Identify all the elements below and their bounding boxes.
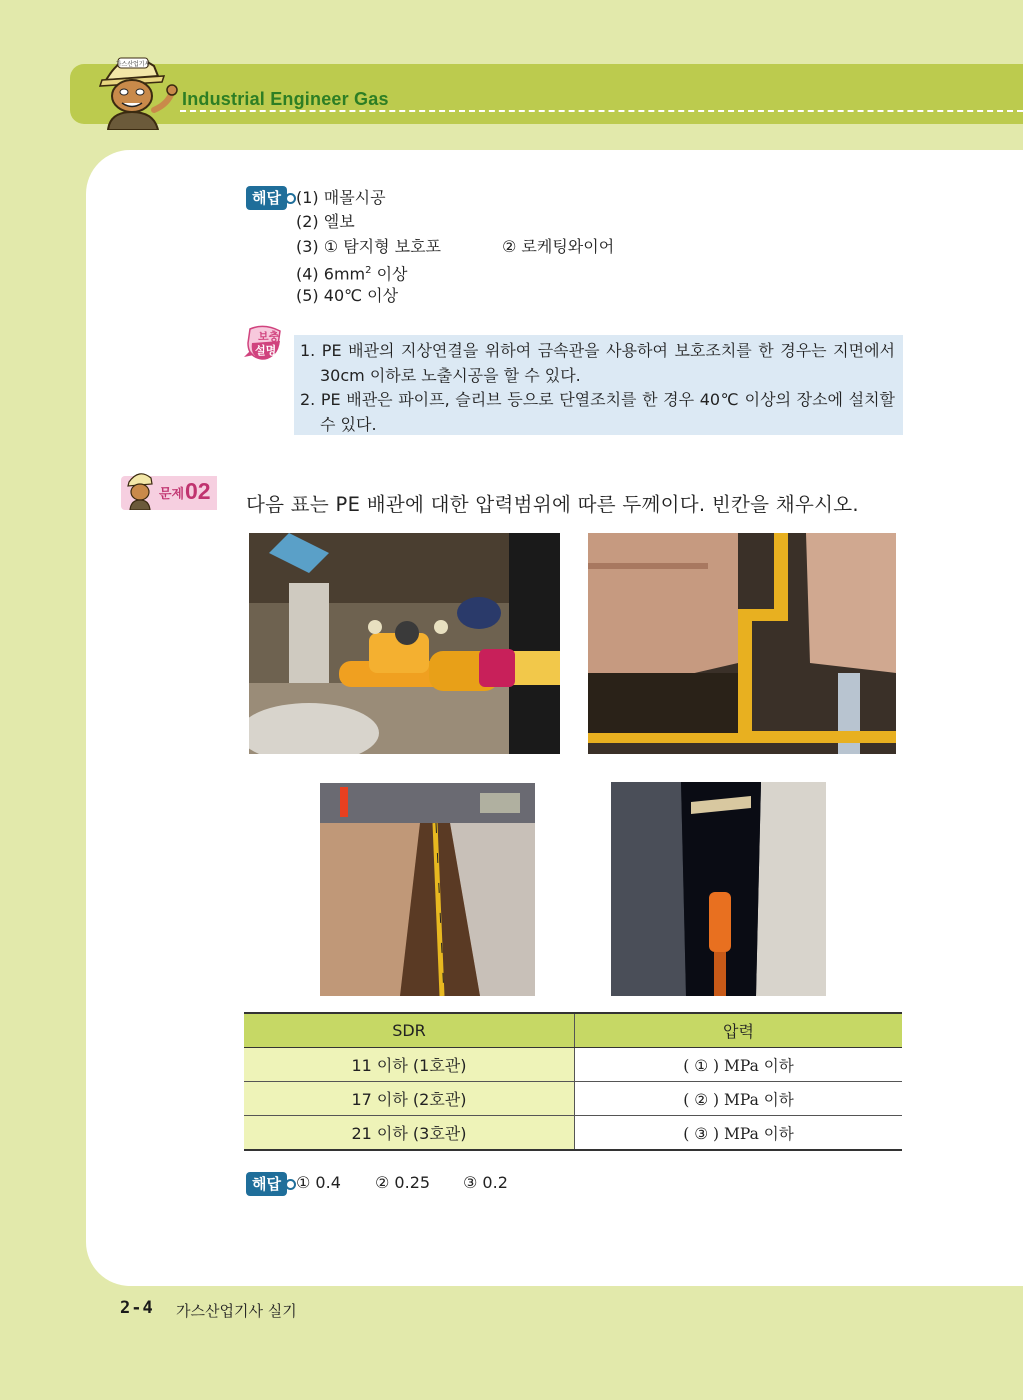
question-mascot-icon [125,468,155,510]
page-number: 2-4 [120,1298,154,1318]
answer-text: 엘보 [323,212,355,232]
note-item-cont: 수 있다. [320,414,377,434]
answer-badge: 해답 [246,186,287,210]
supplement-badge [244,325,284,359]
answer2-item: ③ 0.2 [463,1173,508,1192]
question-label: 문제 [159,487,185,502]
note-item-cont: 30cm 이하로 노출시공을 할 수 있다. [320,365,581,385]
answer-num: (2) [296,212,319,232]
note-item-first: 2. PE 배관은 파이프, 슬리브 등으로 단열조치를 한 경우 40℃ 이상의 장소에 설치할 [300,390,895,409]
header-title: Industrial Engineer Gas [182,89,389,109]
table-row [244,1082,902,1116]
supplement-badge-bottom: 설명 [255,344,277,357]
photo-deep-trench [611,782,826,996]
answer-line [296,235,615,259]
answer-line [296,259,441,283]
photo-pe-fitting [249,533,560,754]
book-title: 가스산업기사 실기 [176,1302,297,1320]
question-text: 다음 표는 PE 배관에 대한 압력범위에 따른 두께이다. 빈칸을 채우시오. [246,493,859,516]
mascot-illustration [88,46,180,130]
answer-line [296,284,441,308]
mascot-sign-text: 가스산업기사 [115,61,151,68]
answer-text: 매몰시공 [323,188,386,207]
answer-badge-2: 해답 [246,1172,287,1196]
photo-riser-pipe [588,533,896,754]
question-number: 02 [185,478,211,504]
answer-line [296,210,441,234]
answer2-item: ② 0.25 [375,1173,431,1192]
table-cell-pressure: ( ① ) MPa 이하 [575,1048,903,1082]
table-row [244,1116,902,1151]
answer-num: (1) [296,188,319,207]
note-item-first: 1. PE 배관의 지상연결을 위하여 금속관을 사용하여 보호조치를 한 경우는 지면에서 [300,341,895,360]
answer-num: (3) [296,236,319,256]
answer-list [296,186,615,308]
table-cell-pressure: ( ② ) MPa 이하 [575,1082,903,1116]
answer-text: 40℃ 이상 [323,285,399,305]
answer-text: ① 탐지형 보호포 [323,236,442,256]
photo-trench-sidewalk [320,783,535,996]
answer-text: 6mm [323,264,366,284]
answer-num: (5) [296,285,319,305]
answer2-item: ① 0.4 [296,1173,341,1192]
sdr-pressure-table [244,1012,902,1151]
answer-text-second: ② 로케팅와이어 [502,236,615,256]
supplement-badge-top: 보충 [258,330,280,343]
table-header-sdr: SDR [244,1013,575,1048]
answer-superscript: 2 [365,265,372,277]
answer-line [296,186,441,210]
answer-num: (4) [296,264,319,284]
answer-tail: 이상 [371,264,408,284]
question-tag [121,476,217,510]
table-row [244,1048,902,1082]
table-cell-pressure: ( ③ ) MPa 이하 [575,1116,903,1151]
supplement-note [294,335,903,435]
table-cell-sdr: 17 이하 (2호관) [244,1082,575,1116]
table-cell-sdr: 21 이하 (3호관) [244,1116,575,1151]
header-dashed-rule [180,110,1023,112]
table-header-row [244,1013,902,1048]
table-header-pressure: 압력 [575,1013,903,1048]
table-cell-sdr: 11 이하 (1호관) [244,1048,575,1082]
